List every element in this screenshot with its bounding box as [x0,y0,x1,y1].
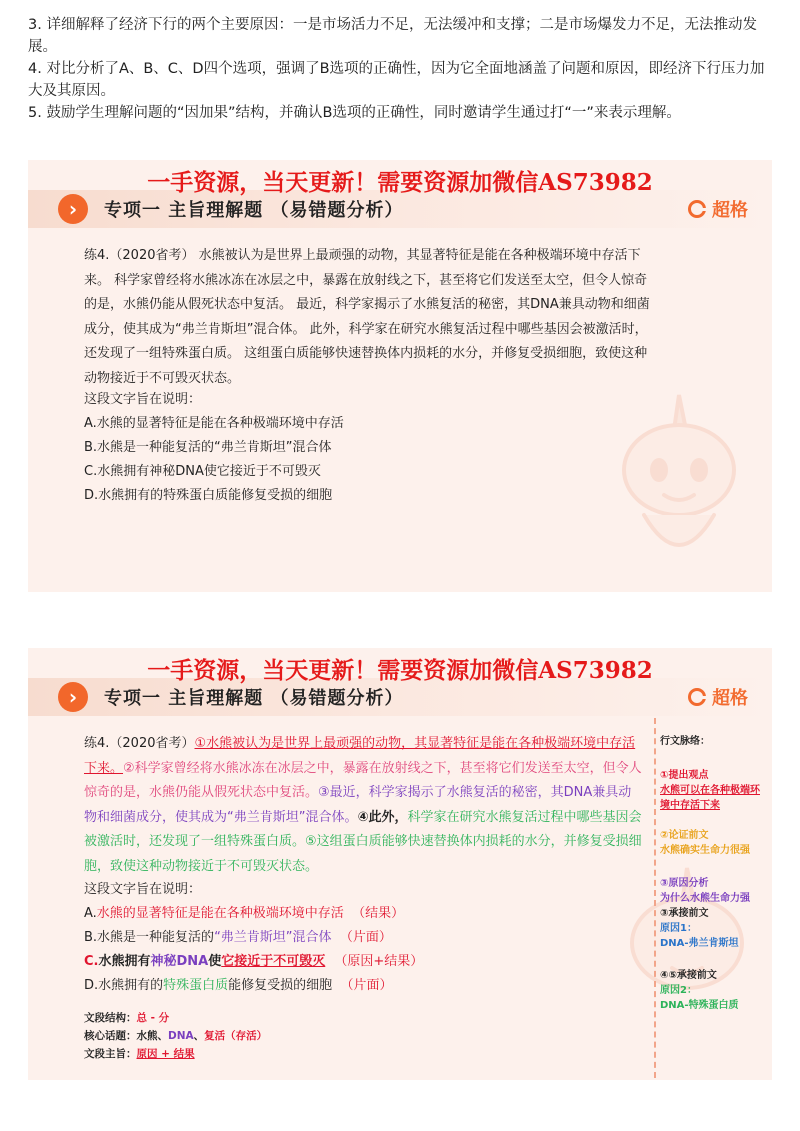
sentence-4: 科学家在研究水熊复活过程中哪些基因会被激活时，还发现了一组特殊蛋白质。 [84,809,642,849]
option-a[interactable]: A.水熊的显著特征是能在各种极端环境中存活 [84,416,344,431]
main-idea-summary [84,1046,195,1061]
option-d[interactable]: D.水熊拥有的特殊蛋白质能修复受损的细胞 [84,488,333,503]
main-idea-label: 文段主旨： [84,1048,137,1060]
structure-label: 文段结构： [84,1012,137,1024]
chevron-right-icon: › [58,682,88,712]
unicorn-watermark-icon [604,375,754,575]
option-a[interactable] [84,902,404,921]
option-tag: （原因+结果） [334,954,424,969]
slide-question [28,160,772,592]
section-title: 专项一 主旨理解题 （易错题分析） [104,200,404,221]
logo-g-icon [688,200,706,218]
sentence-5: ⑤这组蛋白质能够快速替换体内损耗的水分，并修复受损细胞，致使这种动物接近于不可毁灭状态。 [84,834,642,874]
sidebar-divider [654,718,657,1078]
option-c[interactable]: C.水熊拥有神秘DNA使它接近于不可毁灭 [84,464,321,479]
note-item: 5. 鼓励学生理解问题的“因加果”结构，并确认B选项的正确性，同时邀请学生通过打“一”来表示理解。 [28,105,681,121]
side-point-3-sub: ③承接前文 [660,908,709,919]
option-text: 水熊拥有 [98,954,151,969]
side-point-2-text: 水熊确实生命力很强 [660,845,750,856]
note-item: 3. 详细解释了经济下行的两个主要原因：一是市场活力不足，无法缓冲和支撑；二是市场爆发力不足，无法推动发展。 [28,17,757,55]
lecture-notes [28,14,773,124]
side-point-4-title: ④⑤承接前文 [660,970,717,981]
passage-prefix: 练4.（2020省考） [84,736,195,751]
option-letter: A. [84,906,97,921]
question-prompt: 这段文字旨在说明： [84,882,202,897]
sentence-3: ③最近，科学家揭示了水熊复活的秘密，其DNA兼具动物和细菌成分，使其成为“弗兰肯斯坦”混合体。 [84,785,632,825]
sentence-1: ①水熊被认为是世界上最顽强的动物，其显著特征是能在各种极端环境中存活下来。 [84,736,636,776]
side-point-2-title: ②论证前文 [660,830,709,841]
option-tag: （片面） [339,930,392,945]
structure-summary [84,1010,169,1025]
option-letter: C. [84,954,99,969]
logo-g-icon [688,688,706,706]
side-point-1-text: 水熊可以在各种极端环境中存活下来 [660,785,760,811]
topic-item: 复活（存活） [204,1030,268,1042]
side-reason-2-label: 原因2： [660,985,697,996]
side-title: 行文脉络： [660,736,710,747]
promo-banner: 一手资源，当天更新！需要资源加微信AS73982 [147,169,653,196]
passage-text: 练4.（2020省考） 水熊被认为是世界上最顽强的动物，其显著特征是能在各种极端环境中存活下来。 科学家曾经将水熊冰冻在冰层之中，暴露在放射线之下，甚至将它们发送至太空，但令人惊奇的是，水熊仍能从假死状态中复活。 最近，科学家揭示了水熊复活的秘密，其DNA兼具动物和细菌成分，使其成为“弗兰肯斯坦”混合体。 此外，科学家在研究水熊复活过程中哪些基因会被激活时，还发现了一组特殊蛋白质。 这组蛋白质能够快速替换体内损耗的水分，并修复受损细胞，致使这种动物接近于不可毁灭状态。 [84,248,650,386]
question-prompt: 这段文字旨在说明： [84,392,202,407]
option-tag: （片面） [340,978,393,993]
note-item: 4. 对比分析了A、B、C、D四个选项，强调了B选项的正确性，因为它全面地涵盖了问题和原因，即经济下行压力加大及其原因。 [28,61,765,99]
side-point-1-title: ①提出观点 [660,770,709,781]
option-highlight: 它接近于不可毁灭 [221,954,326,969]
option-b[interactable]: B.水熊是一种能复活的“弗兰肯斯坦”混合体 [84,440,332,455]
brand-logo [688,196,748,222]
side-reason-1-label: 原因1： [660,923,697,934]
structure-value: 总 - 分 [136,1012,170,1024]
option-c[interactable] [84,950,423,969]
topic-summary: 核心话题：水熊、DNA、复活（存活） [84,1030,268,1042]
side-reason-1: DNA-弗兰肯斯坦 [660,938,739,949]
option-tag: （结果） [352,906,405,921]
topic-item: 水熊 [136,1030,158,1042]
option-highlight: 特殊蛋白质 [163,978,229,993]
sentence-4-connector: ④此外， [357,809,408,825]
sentence-2: ②科学家曾经将水熊冰冻在冰层之中，暴露在放射线之下，甚至将它们发送至太空，但令人惊奇的是，水熊仍能从假死状态中复活。 [84,760,642,800]
logo-text: 超格 [712,688,748,709]
option-text: D.水熊拥有的 [84,978,164,993]
annotated-passage [84,732,644,879]
option-d[interactable] [84,974,392,993]
logo-text: 超格 [712,200,748,221]
chevron-right-icon: › [58,194,88,224]
option-text: 能修复受损的细胞 [228,978,333,993]
side-reason-2: DNA-特殊蛋白质 [660,1000,739,1011]
option-text: 使 [208,954,222,969]
option-text: B.水熊是一种能复活的 [84,930,215,945]
promo-banner: 一手资源，当天更新！需要资源加微信AS73982 [147,657,653,684]
option-text: 水熊的显著特征是能在各种极端环境中存活 [96,906,344,921]
option-b[interactable] [84,926,392,945]
side-point-3-text: 为什么水熊生命力强 [660,893,750,904]
main-idea-value: 原因 + 结果 [136,1048,195,1060]
option-highlight: “弗兰肯斯坦”混合体 [214,930,332,945]
section-title: 专项一 主旨理解题 （易错题分析） [104,688,404,709]
slide-analysis [28,648,772,1080]
topic-item: DNA [168,1030,194,1042]
topic-label: 核心话题： [84,1030,137,1042]
brand-logo [688,684,748,710]
option-highlight: 神秘DNA [150,954,209,969]
side-point-3-title: ③原因分析 [660,878,709,889]
